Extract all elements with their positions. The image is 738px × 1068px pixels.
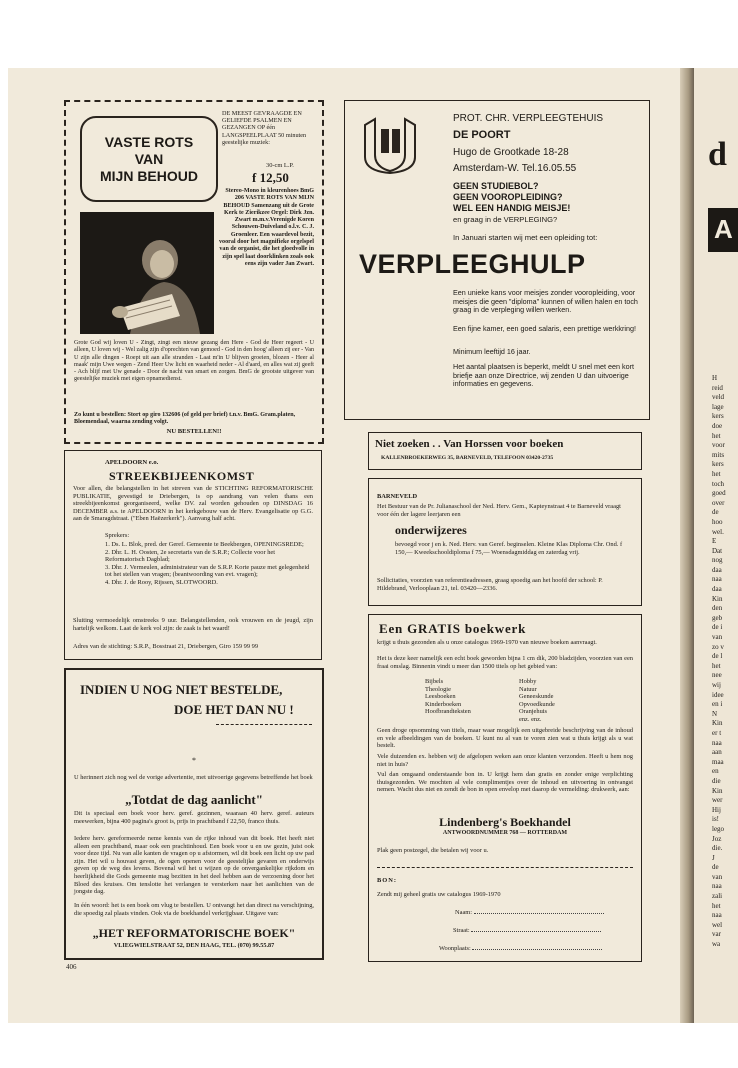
poort-headline: VERPLEEGHULP bbox=[359, 249, 586, 279]
fragment-line: wij bbox=[712, 681, 721, 689]
poort-body3: Het aantal plaatsen is beperkt, meldt U snel met een kort briefje aan onze Directrice, wij zenden U dan uitvoerige informaties en gegevens. bbox=[453, 362, 634, 389]
question-line: GEEN VOOROPLEIDING? bbox=[453, 192, 563, 202]
categories-left bbox=[425, 678, 471, 716]
fragment-line: en bbox=[712, 767, 719, 776]
shop-name: Lindenberg's Boekhandel bbox=[439, 815, 571, 829]
poort-questions bbox=[453, 181, 570, 214]
fragment-line: wa bbox=[712, 940, 721, 949]
fragment-line: geb bbox=[712, 613, 723, 622]
fragment-line: de bbox=[712, 508, 719, 517]
category-item: Bijbels bbox=[425, 678, 444, 685]
fragment-line: het bbox=[712, 469, 721, 478]
fragment-line: en i bbox=[712, 700, 723, 709]
category-item: Hobby bbox=[519, 678, 537, 685]
fragment-line: Hij bbox=[712, 805, 721, 814]
shop-address: ANTWOORDNUMMER 768 — ROTTERDAM bbox=[442, 830, 568, 836]
fragment-line: die bbox=[712, 776, 721, 785]
fragment-line: Dat bbox=[712, 546, 723, 555]
next-page-block bbox=[708, 208, 738, 252]
fragment-line: daa bbox=[712, 565, 722, 574]
streek-speakers-label: Sprekers: bbox=[105, 532, 130, 539]
indien-para2: Iedere herv. gereformeerde neme kennis van de rijke inhoud van dit boek. Het heeft niet alleen een prachtband, maar ook een prachtinhoud. Een boek voor u en uw gezin, juist ook voor deze tijd. Nu van alle kanten de vragen op u afstormen, wil dit boek een licht op uw pad zijn. Het wil u houvast geven, de ogen openen voor de geestelijke gevaren en onderwijs geven op de weg des levens. Bovenal wil het u wijzen op de onvergankelijke rijkdom en heerlijkheid die Gods gemeente mag bezitten in het deel hebben aan de verzoening door het Bloed des kruises. Om tenslotte het verlangen te versterken naar het aanlichten van de jongste dag. bbox=[74, 835, 314, 896]
record-details: Stereo-Mono in kleurenhoes BmG 206 VASTE ROTS VAN MIJN BEHOUD Samenzang uit de Grote Kerk te Zierikzee Orgel: Dirk Jzn. Zwart m.m.v.Verenigde Koren Schouwen-Duiveland o.l.v. C. J. Groenleer. Een waardevol bezit, vooral door het magnifieke orgelspel van de organist, die het gloedvolle in zijn spel laat doorklinken zoals ook eens zijn vader Jan Zwart. bbox=[218, 188, 314, 267]
fragment-line: Kin bbox=[712, 594, 723, 603]
fragment-line: veld bbox=[712, 393, 725, 402]
fragment-line: kers bbox=[712, 460, 724, 469]
category-item: Natuur bbox=[519, 685, 537, 693]
fragment-line: var bbox=[712, 930, 721, 939]
category-item: Opvoedkunde bbox=[519, 700, 555, 708]
fragment-line: nog bbox=[712, 556, 723, 565]
streek-address: Adres van de stichting: S.R.P., Bosstraat 21, Driebergen, Giro 159 99 99 bbox=[73, 643, 259, 650]
fragment-line: van bbox=[712, 633, 723, 642]
fragment-line: maa bbox=[712, 757, 724, 766]
fragment-line: de i bbox=[712, 623, 723, 632]
fragment-line: doe bbox=[712, 421, 723, 430]
fragment-line: naa bbox=[712, 882, 722, 891]
woonplaats-label: Woonplaats: bbox=[439, 945, 471, 952]
ad-streekbijeenkomst bbox=[64, 450, 322, 660]
next-page-fragments bbox=[712, 374, 738, 950]
dashed-divider bbox=[216, 724, 312, 725]
ad-barneveld bbox=[368, 478, 642, 606]
speaker-item: 1. Ds. L. Blok, pred. der Geref. Gemeente te Beekbergen, OPENINGSREDE; bbox=[105, 541, 304, 548]
fragment-line: er t bbox=[712, 728, 722, 737]
record-order bbox=[74, 412, 314, 427]
fragment-line: naa bbox=[712, 575, 722, 584]
fragment-line: naa bbox=[712, 911, 722, 920]
gratis-p2: Het is deze keer namelijk een echt boek geworden bijna 1 cm dik, 200 bladzijden, voorzien van een fraai omslag. Binnenin vindt u meer dan 1500 titels op het gebied van: bbox=[377, 655, 633, 670]
indien-intro: U herinnert zich nog wel de vorige advertentie, met uitvoerige gegevens betreffende het boek bbox=[74, 774, 313, 781]
category-item: enz. enz. bbox=[519, 715, 542, 723]
fragment-line: van bbox=[712, 872, 723, 881]
next-page-block-letter: A bbox=[714, 214, 733, 244]
title-line: MIJN BEHOUD bbox=[99, 168, 198, 184]
poort-address2: Amsterdam-W. Tel.16.05.55 bbox=[453, 163, 577, 174]
fragment-line: N bbox=[712, 709, 718, 718]
stamp-note: Plak geen postzegel, die betalen wij voor u. bbox=[377, 847, 489, 854]
category-item: Geneeskunde bbox=[519, 693, 554, 701]
fragment-line: voor bbox=[712, 441, 725, 450]
record-songs: Grote God wij loven U - Zingt, zingt een nieuw gezang den Here - God de Heer regeert - U alleen, U loven wij - Wel zalig zijn d'oprechten van gemoed - God in den hoog' alleen zij eer - Van U zijn alle dingen - Roept uit aan alle stranden - Laat m'in U blijven groeien, blozen - Heer al maak' mijn Uwe wegen - Zend Heer Uw licht en waarheid neder - Al d'aard, en alles wat zij geeft - Ach blijf met Uw genade - Door de nacht van smart en zorgen. BmG de grootste uitgever van geestelijke muziek met eigen opnamedienst. bbox=[74, 340, 314, 383]
fragment-line: wel bbox=[712, 920, 723, 929]
category-item: Leesboeken bbox=[425, 693, 456, 701]
streek-body: Voor allen, die belangstellen in het streven van de STICHTING REFORMATORISCHE PUBLIKATIE, gevestigd te Driebergen, is op aandrang van velen thans een streekbijeenkomst georganiseerd, welke DV. zal worden gehouden op DINSDAG 16 DECEMBER a.s. te APELDOORN in het kerkgebouw van de Herv. Evangelisatie op G.G. aan de Smaragdstraat. ("Eben Haëzerkerk"). Aanvang half acht. bbox=[73, 485, 313, 523]
speaker-item: 4. Dhr. J. de Rooy, Rijssen, SLOTWOORD. bbox=[105, 578, 218, 586]
indien-para3: In één woord: het is een boek om vlug te bestellen. U ontvangt het dan direct na verschijning, die spoedig zal plaats vinden. Ook via de boekhandel verkrijgbaar. Uitgave van: bbox=[74, 902, 314, 917]
streek-place: APELDOORN e.o. bbox=[105, 459, 159, 466]
fragment-line: E bbox=[712, 537, 717, 546]
fragment-line: mits bbox=[712, 450, 725, 459]
categories-right bbox=[519, 678, 555, 724]
fragment-line: den bbox=[712, 604, 723, 613]
fragment-line: toch bbox=[712, 479, 725, 488]
record-price: f 12,50 bbox=[252, 170, 289, 185]
fragment-line: het bbox=[712, 901, 721, 910]
book-title: „Totdat de dag aanlicht" bbox=[125, 792, 263, 807]
fragment-line: over bbox=[712, 498, 725, 507]
poort-logo bbox=[359, 115, 421, 175]
page-number: 406 bbox=[66, 963, 77, 971]
indien-para1: Dit is speciaal een boek voor herv. geref. gezinnen, waaraan 40 herv. geref. auteurs meewerken, bijna 400 pagina's groot is, prijs in prachtband f 22,50, franco thuis. bbox=[74, 810, 314, 825]
fragment-line: aan bbox=[712, 748, 722, 757]
poort-january: In Januari starten wij met een opleiding tot: bbox=[453, 233, 598, 242]
record-title bbox=[82, 134, 216, 185]
fragment-line: J bbox=[712, 853, 715, 862]
next-page-heading: d bbox=[708, 136, 727, 173]
fragment-line: de l bbox=[712, 652, 723, 661]
form-naam[interactable] bbox=[455, 907, 635, 917]
gratis-p5: Vul dan omgaand onderstaande bon in. U krijgt hem dan gratis en zonder enige verplichting thuisgezonden. We mochten al vele complimentjes over de inhoud en uitvoering in ontvangst nemen. Wacht dus niet en zendt de bon in open envelop met daarop de vermelding: drukwerk, aan: bbox=[377, 771, 633, 794]
gratis-p4: Vele duizenden ex. hebben wij de afgelopen weken aan onze klanten verzonden. Heeft u hem nog niet in huis? bbox=[377, 753, 633, 768]
fragment-line: Joz bbox=[712, 834, 722, 843]
fragment-line: het bbox=[712, 431, 721, 440]
form-woonplaats[interactable] bbox=[439, 943, 635, 953]
straat-field[interactable] bbox=[471, 925, 601, 932]
fragment-line: daa bbox=[712, 585, 722, 594]
streek-closing: Sluiting vermoedelijk omstreeks 9 uur. Belangstellenden, ook vrouwen en de jeugd, zijn hartelijk welkom. Laat de kerk vol zijn: de zaak is het waard! bbox=[73, 617, 313, 632]
form-straat[interactable] bbox=[453, 925, 633, 935]
horssen-address: KALLENBROEKERWEG 35, BARNEVELD, TELEFOON 03420-2735 bbox=[381, 455, 554, 461]
fragment-line: lage bbox=[712, 402, 724, 411]
fragment-line: is! bbox=[712, 815, 719, 824]
poort-body2: Een fijne kamer, een goed salaris, een prettige werkkring! bbox=[453, 324, 636, 333]
cut-line bbox=[377, 867, 633, 868]
publisher-address: VLIEGWIELSTRAAT 52, DEN HAAG, TEL. (070) 99.55.87 bbox=[113, 942, 275, 949]
category-item: Kinderboeken bbox=[425, 700, 462, 708]
category-item: Theologie bbox=[425, 685, 451, 693]
ad-vaste-rots bbox=[64, 100, 324, 444]
order-text: Zo kunt u bestellen: Stort op giro 132606 (of geld per brief) t.n.v. BmG. Gram.platen, Bloemendaal, waarna zending volgt. bbox=[74, 412, 296, 426]
fragment-line: H bbox=[712, 374, 718, 382]
speaker-item: 3. Dhr. J. Vermeulen, administrateur van de S.R.P. Korte pauze met gelegenheid tot het stellen van vragen; (beantwoording van evt. vragen); bbox=[105, 563, 310, 579]
fragment-line: het bbox=[712, 661, 721, 670]
streek-speakers bbox=[105, 541, 313, 587]
bon-text: Zendt mij geheel gratis uw catalogus 1969-1970 bbox=[377, 891, 501, 898]
poort-body1: Een unieke kans voor meisjes zonder vooropleiding, voor meisjes die geen "diploma" kunnen of willen halen en toch graag in de verpleging willen werken. bbox=[453, 288, 638, 315]
ad-gratis-boekwerk bbox=[368, 614, 642, 962]
horssen-headline: Niet zoeken . . Van Horssen voor boeken bbox=[375, 438, 564, 450]
gratis-title: Een GRATIS boekwerk bbox=[379, 621, 527, 636]
fragment-line: Kin bbox=[712, 719, 723, 728]
page-spine bbox=[680, 68, 694, 1023]
ad-de-poort bbox=[344, 100, 650, 420]
fragment-line: kers bbox=[712, 412, 724, 421]
order-cta: NU BESTELLEN!! bbox=[166, 428, 222, 435]
fragment-line: goed bbox=[712, 489, 726, 498]
woonplaats-field[interactable] bbox=[472, 943, 602, 950]
ad-van-horssen bbox=[368, 432, 642, 470]
fragment-line: lego bbox=[712, 824, 725, 833]
bon-label: BON: bbox=[377, 877, 397, 884]
fragment-line: de bbox=[712, 863, 719, 872]
poort-age: Minimum leeftijd 16 jaar. bbox=[453, 347, 531, 356]
fragment-line: zo v bbox=[712, 642, 724, 651]
indien-headline1: INDIEN U NOG NIET BESTELDE, bbox=[80, 682, 283, 697]
record-intro: DE MEEST GEVRAAGDE EN GELIEFDE PSALMEN EN GEZANGEN OP één LANGSPEELPLAAT 50 minuten geestelijke muziek: bbox=[222, 110, 307, 146]
fragment-line: nee bbox=[712, 671, 722, 680]
fragment-line: hoo bbox=[712, 517, 723, 526]
barneveld-req: bevoegd voor j en k. Ned. Herv. van Geref. beginselen. Kleine Klas Diploma Chr. Ond. f 150,— Kweekschooldiploma f 75,— Woensdagmiddag en zaterdag vrij. bbox=[395, 541, 623, 556]
question-line: GEEN STUDIEBOL? bbox=[453, 181, 539, 191]
naam-field[interactable] bbox=[474, 907, 604, 914]
title-line: VASTE ROTS bbox=[104, 134, 194, 150]
publisher-name: „HET REFORMATORISCHE BOEK" bbox=[92, 926, 296, 940]
gratis-p1: krijgt u thuis gezonden als u onze catalogus 1969-1970 van nieuwe boeken aanvraagt. bbox=[377, 639, 597, 646]
category-item: Oranjehuis bbox=[519, 708, 548, 716]
record-format: 30-cm L.P. bbox=[266, 162, 294, 169]
barneveld-intro: Het Bestuur van de Pr. Julianaschool der Ned. Herv. Gem., Kapteynstraat 4 te Barneveld vraagt voor één der lagere leerjaren een bbox=[377, 503, 621, 518]
streek-title: STREEKBIJEENKOMST bbox=[109, 469, 255, 483]
fragment-line: zali bbox=[712, 892, 723, 901]
poort-name: DE POORT bbox=[453, 129, 511, 141]
poort-question4: en graag in de VERPLEGING? bbox=[453, 215, 558, 224]
ad-indien bbox=[64, 668, 324, 960]
barneveld-apply: Sollicitaties, voorzien van referentieadressen, graag spoedig aan het hoofd der school: P. Hildebrand, Verlooplaan 21, tel. 03420—2336. bbox=[377, 577, 603, 592]
indien-star: * bbox=[192, 756, 196, 765]
category-item: Hoofbrandteksten bbox=[425, 708, 471, 716]
next-page-strip bbox=[694, 68, 738, 1023]
gratis-p3: Geen droge opsomming van titels, maar waar mogelijk een uitgebreide beschrijving van de inhoud en vele afbeeldingen van de boeken. U kunt nu al van te voren zien wat u thuis krijgt als u wat bestelt. bbox=[377, 727, 633, 750]
fragment-line: die. bbox=[712, 844, 723, 853]
indien-headline2: DOE HET DAN NU ! bbox=[174, 702, 294, 717]
poort-org: PROT. CHR. VERPLEEGTEHUIS bbox=[453, 113, 604, 124]
fragment-line: Kin bbox=[712, 786, 723, 795]
record-title-box bbox=[80, 116, 218, 202]
engraving-image bbox=[80, 212, 214, 334]
speaker-item: 2. Dhr. L. H. Oosten, 2e secretaris van de S.R.P.; Collecte voor het Reformatorisch Dagblad; bbox=[105, 548, 276, 564]
title-line: VAN bbox=[134, 151, 164, 167]
naam-label: Naam: bbox=[455, 909, 473, 916]
question-line: WEL EEN HANDIG MEISJE! bbox=[453, 203, 571, 213]
poort-address1: Hugo de Grootkade 18-28 bbox=[453, 147, 569, 158]
fragment-line: naa bbox=[712, 738, 722, 747]
fragment-line: reid bbox=[712, 383, 723, 392]
fragment-line: wer bbox=[712, 796, 723, 805]
fragment-line: wel. bbox=[712, 527, 724, 536]
barneveld-place: BARNEVELD bbox=[377, 493, 418, 500]
fragment-line: idee bbox=[712, 690, 724, 699]
barneveld-title: onderwijzeres bbox=[395, 523, 467, 537]
straat-label: Straat: bbox=[453, 927, 470, 934]
